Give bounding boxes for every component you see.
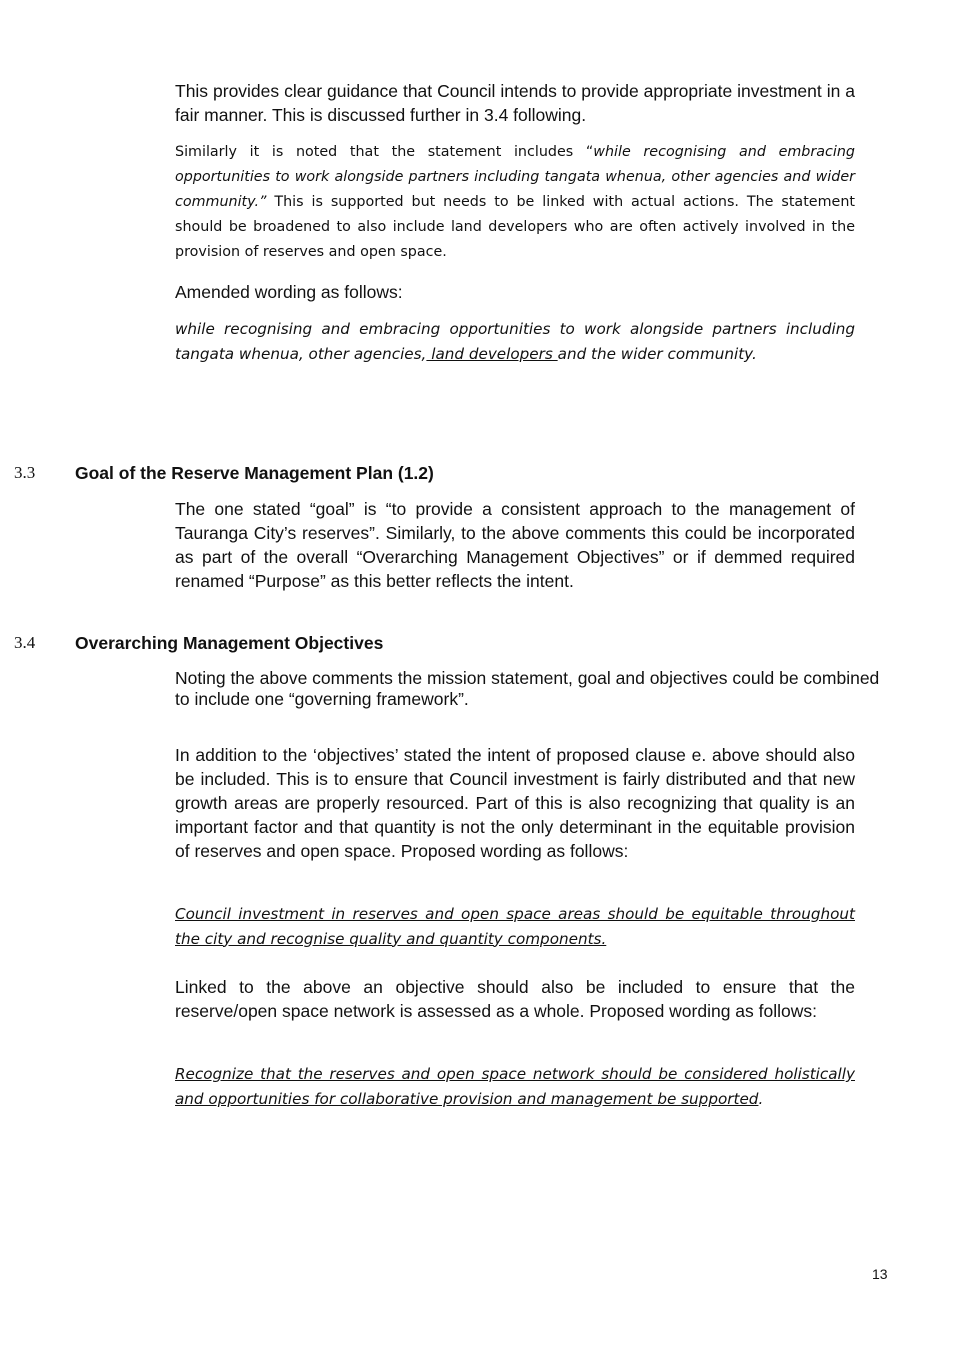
- proposed-network-text: Recognize that the reserves and open space network should be considered holistically and opportunities for collaborative provision and management be supported: [175, 1065, 855, 1108]
- paragraph-network: Linked to the above an objective should also be included to ensure that the reserve/open space network is assessed as a whole. Proposed wording as follows:: [175, 977, 855, 1021]
- amended-rest: and the wider community.: [557, 344, 757, 363]
- proposed-network-end: .: [758, 1089, 764, 1108]
- proposed-wording-network: [175, 1062, 855, 1111]
- paragraph-goal: The one stated “goal” is “to provide a consistent approach to the management of Tauranga City’s reserves”. Similarly, to the above comments this could be incorporated as part of the overall “Overarching Management Objectives” or if demmed required renamed “Purpose” as this better reflects the intent.: [175, 499, 855, 591]
- proposed-wording-investment: Council investment in reserves and open space areas should be equitable throughout the city and recognise quality and quantity components.: [175, 905, 855, 948]
- amended-wording: [175, 317, 855, 366]
- paragraph-statement: [175, 140, 855, 265]
- paragraph-guidance: This provides clear guidance that Council intends to provide appropriate investment in a fair manner. This is discussed further in 3.4 following.: [175, 81, 855, 125]
- paragraph-amended-heading: Amended wording as follows:: [175, 282, 403, 302]
- section-number-3-4: 3.4: [14, 633, 36, 652]
- section-title-3-4: Overarching Management Objectives: [75, 633, 384, 653]
- statement-lead: Similarly it is noted that the statement includes “: [175, 144, 594, 160]
- amended-insert: land developers: [426, 344, 558, 363]
- page-number: 13: [872, 1266, 888, 1282]
- statement-quote: while recognising and embracing opportunities to work alongside partners including tangata whenua, other agencies and wider community.”: [175, 144, 855, 210]
- amended-lead: while recognising and embracing opportunities to work alongside partners including tangata whenua, other agencies,: [175, 320, 855, 363]
- paragraph-framework: Noting the above comments the mission statement, goal and objectives could be combined to include one “governing framework”.: [175, 668, 880, 709]
- section-number-3-3: 3.3: [14, 463, 36, 482]
- statement-rest: This is supported but needs to be linked with actual actions. The statement should be broadened to also include land developers who are often actively involved in the provision of reserves and open space.: [175, 194, 855, 260]
- section-title-3-3: Goal of the Reserve Management Plan (1.2): [75, 463, 434, 483]
- paragraph-objectives: In addition to the ‘objectives’ stated the intent of proposed clause e. above should also be included. This is to ensure that Council investment is fairly distributed and that new growth areas are properly resourced. Part of this is also recognizing that quality is an important factor and that quantity is not the only determinant in the equitable provision of reserves and open space. Proposed wording as follows:: [175, 745, 855, 861]
